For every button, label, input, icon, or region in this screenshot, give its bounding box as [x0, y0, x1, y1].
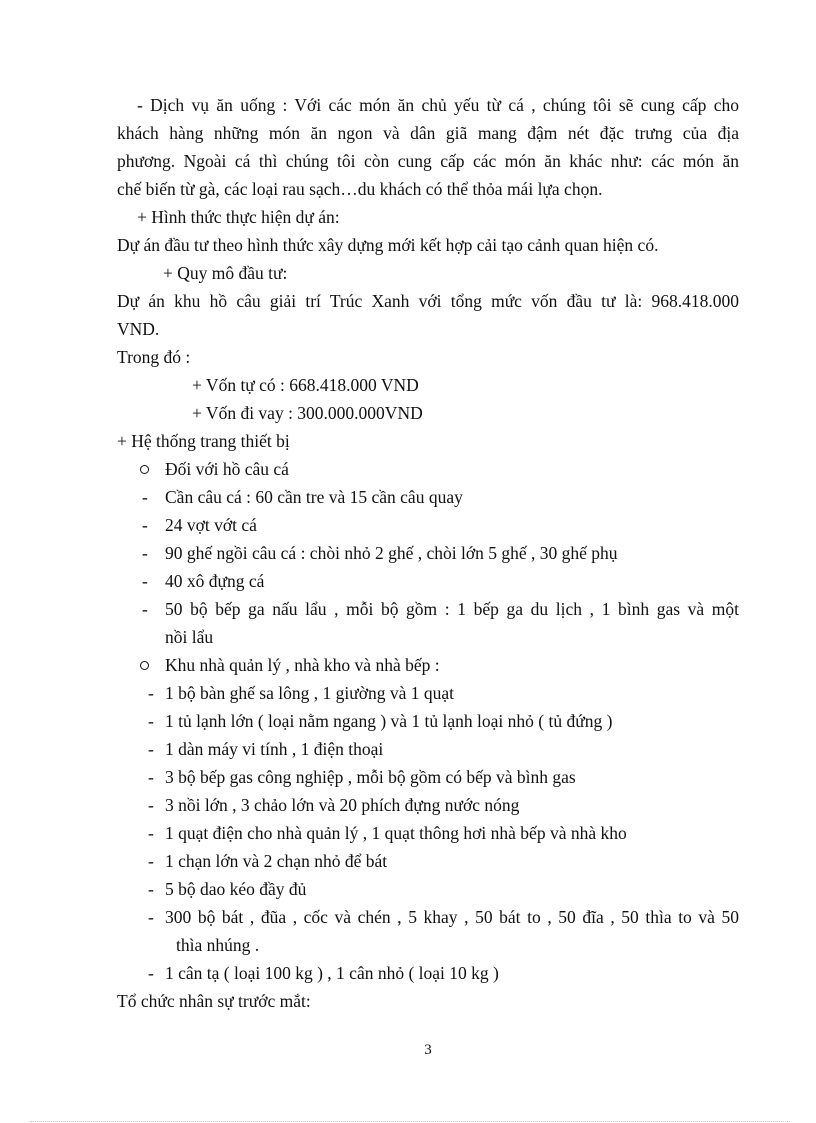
section-heading: + Hình thức thực hiện dự án:: [137, 207, 340, 227]
page-number: 3: [424, 1042, 432, 1058]
dash-bullet-icon: -: [148, 907, 154, 927]
dash-bullet-icon: -: [148, 739, 154, 759]
list-item: 300 bộ bát , đũa , cốc và chén , 5 khay , 50 bát to , 50 đĩa , 50 thìa to và 50: [165, 907, 739, 927]
dash-bullet-icon: -: [148, 879, 154, 899]
list-item: 5 bộ dao kéo đầy đủ: [165, 879, 307, 899]
paragraph-line: khách hàng những món ăn ngon và dân giã mang đậm nét đặc trưng của địa: [117, 123, 739, 143]
list-item: 1 bộ bàn ghế sa lông , 1 giường và 1 quạt: [165, 683, 454, 703]
list-item: 24 vợt vớt cá: [165, 515, 257, 535]
capital-loan: + Vốn đi vay : 300.000.000VND: [192, 403, 423, 423]
dash-bullet-icon: -: [148, 963, 154, 983]
list-item: 1 dàn máy vi tính , 1 điện thoại: [165, 739, 384, 759]
dash-bullet-icon: -: [148, 711, 154, 731]
list-heading: Đối với hồ câu cá: [165, 459, 289, 479]
paragraph-line: - Dịch vụ ăn uống : Với các món ăn chủ yếu từ cá , chúng tôi sẽ cung cấp cho: [137, 95, 739, 115]
paragraph-line: Trong đó :: [117, 347, 191, 367]
dash-bullet-icon: -: [142, 599, 148, 619]
dash-bullet-icon: -: [148, 851, 154, 871]
dash-bullet-icon: -: [142, 515, 148, 535]
circle-bullet-icon: [140, 661, 149, 670]
list-item: 3 nồi lớn , 3 chảo lớn và 20 phích đựng nước nóng: [165, 795, 520, 815]
list-item: Cần câu cá : 60 cần tre và 15 cần câu quay: [165, 487, 463, 507]
list-item: 1 cân tạ ( loại 100 kg ) , 1 cân nhỏ ( loại 10 kg ): [165, 963, 499, 983]
dash-bullet-icon: -: [142, 571, 148, 591]
list-item: 1 chạn lớn và 2 chạn nhỏ để bát: [165, 851, 388, 871]
list-item: 90 ghế ngồi câu cá : chòi nhỏ 2 ghế , chòi lớn 5 ghế , 30 ghế phụ: [165, 543, 618, 563]
list-item: 3 bộ bếp gas công nghiệp , mỗi bộ gồm có bếp và bình gas: [165, 767, 576, 787]
capital-own: + Vốn tự có : 668.418.000 VND: [192, 375, 419, 395]
dash-bullet-icon: -: [148, 823, 154, 843]
dash-bullet-icon: -: [148, 795, 154, 815]
paragraph-line: Dự án đầu tư theo hình thức xây dựng mới kết hợp cải tạo cảnh quan hiện có.: [117, 235, 659, 255]
list-item: 1 tủ lạnh lớn ( loại nằm ngang ) và 1 tủ lạnh loại nhỏ ( tủ đứng ): [165, 711, 613, 731]
dash-bullet-icon: -: [142, 543, 148, 563]
paragraph-line: phương. Ngoài cá thì chúng tôi còn cung cấp các món ăn khác như: các món ăn: [117, 151, 739, 171]
dash-bullet-icon: -: [142, 487, 148, 507]
page-edge-divider: [30, 1121, 790, 1122]
list-heading: Khu nhà quản lý , nhà kho và nhà bếp :: [165, 655, 440, 675]
list-item: 50 bộ bếp ga nấu lẩu , mỗi bộ gồm : 1 bếp ga du lịch , 1 bình gas và một: [165, 599, 739, 619]
dash-bullet-icon: -: [148, 767, 154, 787]
circle-bullet-icon: [140, 465, 149, 474]
dash-bullet-icon: -: [148, 683, 154, 703]
list-item-continuation: nồi lẩu: [165, 627, 214, 647]
section-heading: + Hệ thống trang thiết bị: [117, 431, 290, 451]
paragraph-line: Dự án khu hồ câu giải trí Trúc Xanh với tổng mức vốn đầu tư là: 968.418.000: [117, 291, 739, 311]
list-item-continuation: thìa nhúng .: [176, 935, 260, 955]
section-heading: Tổ chức nhân sự trước mắt:: [117, 991, 311, 1011]
list-item: 40 xô đựng cá: [165, 571, 265, 591]
paragraph-line: chế biến từ gà, các loại rau sạch…du khách có thể thỏa mái lựa chọn.: [117, 179, 603, 199]
section-heading: + Quy mô đầu tư:: [163, 263, 288, 283]
paragraph-line: VND.: [117, 319, 160, 339]
list-item: 1 quạt điện cho nhà quản lý , 1 quạt thông hơi nhà bếp và nhà kho: [165, 823, 627, 843]
